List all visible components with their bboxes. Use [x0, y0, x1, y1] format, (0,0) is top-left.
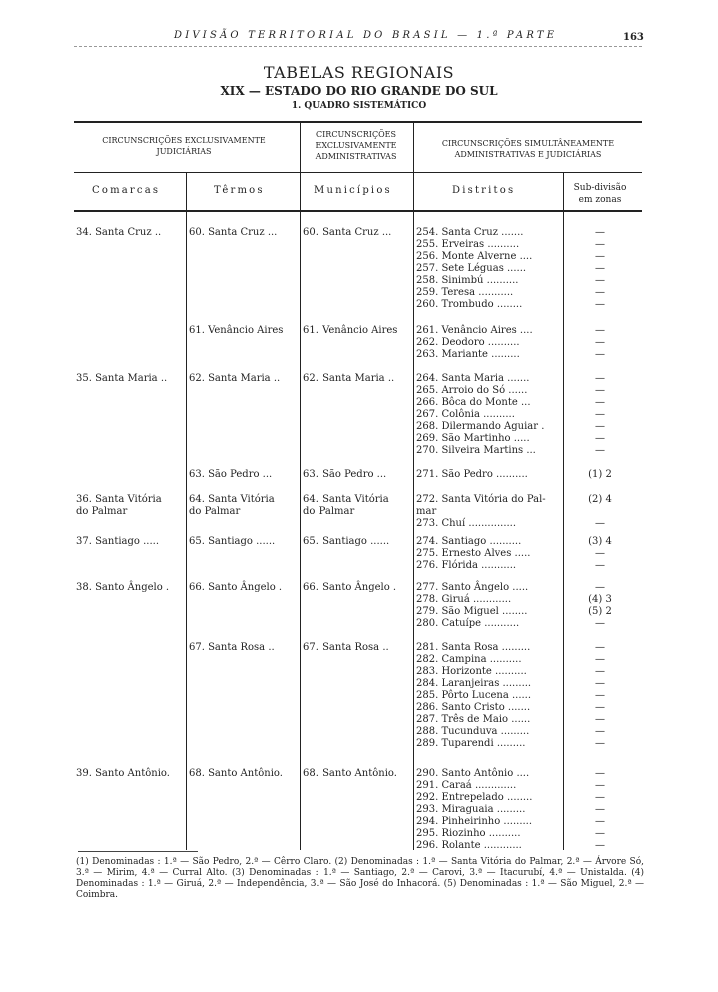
subdivision-cell: — [595, 239, 605, 250]
distrito-cell: 268. Dilermando Aguiar . [416, 421, 545, 432]
subdivision-cell: — [595, 714, 605, 725]
distrito-cell: 276. Flórida ........... [416, 560, 517, 571]
distrito-cell: 259. Teresa ........... [416, 287, 514, 298]
subdivision-cell: — [595, 263, 605, 274]
subdivision-cell: — [595, 548, 605, 559]
subdivision-cell: — [595, 618, 605, 629]
subdivision-cell: — [595, 433, 605, 444]
footnotes: (1) Denominadas : 1.ª — São Pedro, 2.ª — Cêrro Claro. (2) Denominadas : 1.ª — Santa Vitória do Palmar, 2.ª — Árvore Só, 3.ª — Mirim, 4.ª — Curral Alto. (3) Denominadas : 1.ª — Santiago, 2.ª — Carovi, 3.ª — Itacurubí, 4.ª — Unistalda. (4) Denominadas : 1.ª — Giruá, 2.ª — Independência, 3.ª — São José do Inhacorá. (5) Denominadas : 1.ª — São Miguel, 2.ª — Coimbra. [76, 857, 644, 900]
distrito-cell: 273. Chuí ............... [416, 518, 517, 529]
distrito-cell: 255. Erveiras .......... [416, 239, 520, 250]
table-top-rule [74, 121, 642, 123]
running-header [0, 30, 718, 44]
comarca-cell: 35. Santa Maria .. [76, 373, 168, 384]
distrito-cell: 288. Tucunduva ......... [416, 726, 530, 737]
page-title: TABELAS REGIONAIS [263, 63, 455, 82]
subdivision-cell: — [595, 421, 605, 432]
distrito-cell: 266. Bôca do Monte ... [416, 397, 531, 408]
distrito-cell: 286. Santo Cristo ....... [416, 702, 531, 713]
distrito-cell: 280. Catuípe ........... [416, 618, 520, 629]
distrito-cell: 269. São Martinho ..... [416, 433, 530, 444]
page-number: 163 [623, 32, 644, 43]
distrito-cell: 258. Sinimbú .......... [416, 275, 519, 286]
distrito-cell: 289. Tuparendi ......... [416, 738, 526, 749]
subdivision-cell: — [595, 654, 605, 665]
comarca-cell: 34. Santa Cruz .. [76, 227, 162, 238]
distrito-cell: 278. Giruá ............ [416, 594, 512, 605]
distrito-cell: 287. Três de Maio ...... [416, 714, 531, 725]
distrito-cell: 291. Caraá ............. [416, 780, 517, 791]
distrito-cell: 264. Santa Maria ....... [416, 373, 530, 384]
distrito-cell: mar [416, 506, 437, 517]
distrito-cell: 283. Horizonte .......... [416, 666, 527, 677]
subdivision-cell: — [595, 678, 605, 689]
municipio-cell: 60. Santa Cruz ... [303, 227, 392, 238]
section-title: 1. QUADRO SISTEMÁTICO [291, 101, 427, 111]
comarca-cell: 36. Santa Vitória [76, 494, 162, 505]
subdivision-cell: — [595, 299, 605, 310]
municipio-cell: 66. Santo Ângelo . [303, 582, 397, 593]
subdivision-cell: — [595, 840, 605, 851]
subdivision-cell: — [595, 385, 605, 396]
distrito-cell: 279. São Miguel ........ [416, 606, 528, 617]
distrito-cell: 270. Silveira Martins ... [416, 445, 536, 456]
distrito-cell: 275. Ernesto Alves ..... [416, 548, 531, 559]
distrito-cell: 263. Mariante ......... [416, 349, 520, 360]
termo-cell: 62. Santa Maria .. [189, 373, 281, 384]
group-header-rule [74, 172, 642, 173]
column-header-subdivisao: Sub-divisão em zonas [573, 183, 627, 205]
column-header-termos: Têrmos [214, 185, 265, 196]
distrito-cell: 261. Venâncio Aires .... [416, 325, 533, 336]
distrito-cell: 272. Santa Vitória do Pal- [416, 494, 546, 505]
distrito-cell: 262. Deodoro .......... [416, 337, 520, 348]
subdivision-cell: — [595, 642, 605, 653]
municipio-cell: 62. Santa Maria .. [303, 373, 395, 384]
subdivision-cell: — [595, 726, 605, 737]
col-divider-2 [300, 121, 301, 850]
termo-cell: 68. Santo Antônio. [189, 768, 283, 779]
group-header-administrative: CIRCUNSCRIÇÕES EXCLUSIVAMENTE ADMINISTRATIVAS [315, 130, 397, 161]
subdivision-cell: — [595, 768, 605, 779]
municipio-cell: 61. Venâncio Aires [303, 325, 398, 336]
footnote-rule [78, 851, 198, 852]
termo-cell: 60. Santa Cruz ... [189, 227, 278, 238]
distrito-cell: 284. Laranjeiras ......... [416, 678, 532, 689]
column-header-rule [74, 210, 642, 212]
subdivision-cell: — [595, 287, 605, 298]
running-title: DIVISÃO TERRITORIAL DO BRASIL — 1.ª PARTE [174, 30, 558, 41]
subdivision-cell: — [595, 582, 605, 593]
subdivision-cell: — [595, 227, 605, 238]
comarca-cell: 38. Santo Ângelo . [76, 582, 170, 593]
termo-cell: 63. São Pedro ... [189, 469, 273, 480]
municipio-cell: 64. Santa Vitória [303, 494, 389, 505]
subdivision-cell: — [595, 828, 605, 839]
municipio-cell: 63. São Pedro ... [303, 469, 387, 480]
col-divider-4 [563, 172, 564, 850]
subdivision-cell: (5) 2 [588, 606, 612, 617]
municipio-cell: 67. Santa Rosa .. [303, 642, 389, 653]
distrito-cell: 271. São Pedro .......... [416, 469, 528, 480]
comarca-cell: 37. Santiago ..... [76, 536, 160, 547]
distrito-cell: 260. Trombudo ........ [416, 299, 523, 310]
municipio-cell: do Palmar [303, 506, 355, 517]
subdivision-cell: — [595, 780, 605, 791]
comarca-cell: 39. Santo Antônio. [76, 768, 170, 779]
subdivision-cell: — [595, 560, 605, 571]
column-header-comarcas: Comarcas [92, 185, 161, 196]
subdivision-cell: — [595, 397, 605, 408]
distrito-cell: 282. Campina .......... [416, 654, 522, 665]
subdivision-cell: (4) 3 [588, 594, 612, 605]
termo-cell: 65. Santiago ...... [189, 536, 276, 547]
subdivision-cell: — [595, 409, 605, 420]
distrito-cell: 265. Arroio do Só ...... [416, 385, 528, 396]
subdivision-cell: — [595, 816, 605, 827]
termo-cell: 61. Venâncio Aires [189, 325, 284, 336]
distrito-cell: 256. Monte Alverne .... [416, 251, 533, 262]
distrito-cell: 281. Santa Rosa ......... [416, 642, 531, 653]
subdivision-cell: — [595, 792, 605, 803]
subdivision-cell: — [595, 275, 605, 286]
subdivision-cell: — [595, 349, 605, 360]
subdivision-cell: — [595, 518, 605, 529]
subdivision-cell: (1) 2 [588, 469, 612, 480]
municipio-cell: 68. Santo Antônio. [303, 768, 397, 779]
group-header-both: CIRCUNSCRIÇÕES SIMULTÂNEAMENTE ADMINISTRATIVAS E JUDICIÁRIAS [441, 139, 615, 159]
subdivision-cell: (3) 4 [588, 536, 612, 547]
distrito-cell: 294. Pinheirinho ......... [416, 816, 533, 827]
distrito-cell: 254. Santa Cruz ....... [416, 227, 524, 238]
subdivision-cell: — [595, 251, 605, 262]
subdivision-cell: — [595, 325, 605, 336]
distrito-cell: 285. Pôrto Lucena ...... [416, 690, 532, 701]
comarca-cell: do Palmar [76, 506, 128, 517]
subdivision-cell: (2) 4 [588, 494, 612, 505]
distrito-cell: 267. Colônia .......... [416, 409, 515, 420]
column-header-distritos: Distritos [452, 185, 516, 196]
subdivision-cell: — [595, 690, 605, 701]
termo-cell: 67. Santa Rosa .. [189, 642, 275, 653]
subdivision-cell: — [595, 373, 605, 384]
subdivision-cell: — [595, 738, 605, 749]
subdivision-cell: — [595, 702, 605, 713]
state-title: XIX — ESTADO DO RIO GRANDE DO SUL [220, 84, 498, 98]
col-divider-3 [413, 121, 414, 850]
termo-cell: 66. Santo Ângelo . [189, 582, 283, 593]
municipio-cell: 65. Santiago ...... [303, 536, 390, 547]
distrito-cell: 293. Miraguaia ......... [416, 804, 526, 815]
termo-cell: 64. Santa Vitória [189, 494, 275, 505]
subdivision-cell: — [595, 804, 605, 815]
distrito-cell: 257. Sete Léguas ...... [416, 263, 527, 274]
distrito-cell: 290. Santo Antônio .... [416, 768, 530, 779]
col-divider-1 [186, 172, 187, 850]
column-header-municipios: Municípios [314, 185, 392, 196]
termo-cell: do Palmar [189, 506, 241, 517]
subdivision-cell: — [595, 666, 605, 677]
subdivision-cell: — [595, 445, 605, 456]
group-header-judicial: CIRCUNSCRIÇÕES EXCLUSIVAMENTE JUDICIÁRIAS [102, 136, 266, 156]
distrito-cell: 277. Santo Ângelo ..... [416, 582, 529, 593]
distrito-cell: 295. Riozinho .......... [416, 828, 521, 839]
distrito-cell: 292. Entrepelado ........ [416, 792, 533, 803]
distrito-cell: 274. Santiago .......... [416, 536, 522, 547]
subdivision-cell: — [595, 337, 605, 348]
header-rule [74, 46, 642, 47]
distrito-cell: 296. Rolante ............ [416, 840, 522, 851]
